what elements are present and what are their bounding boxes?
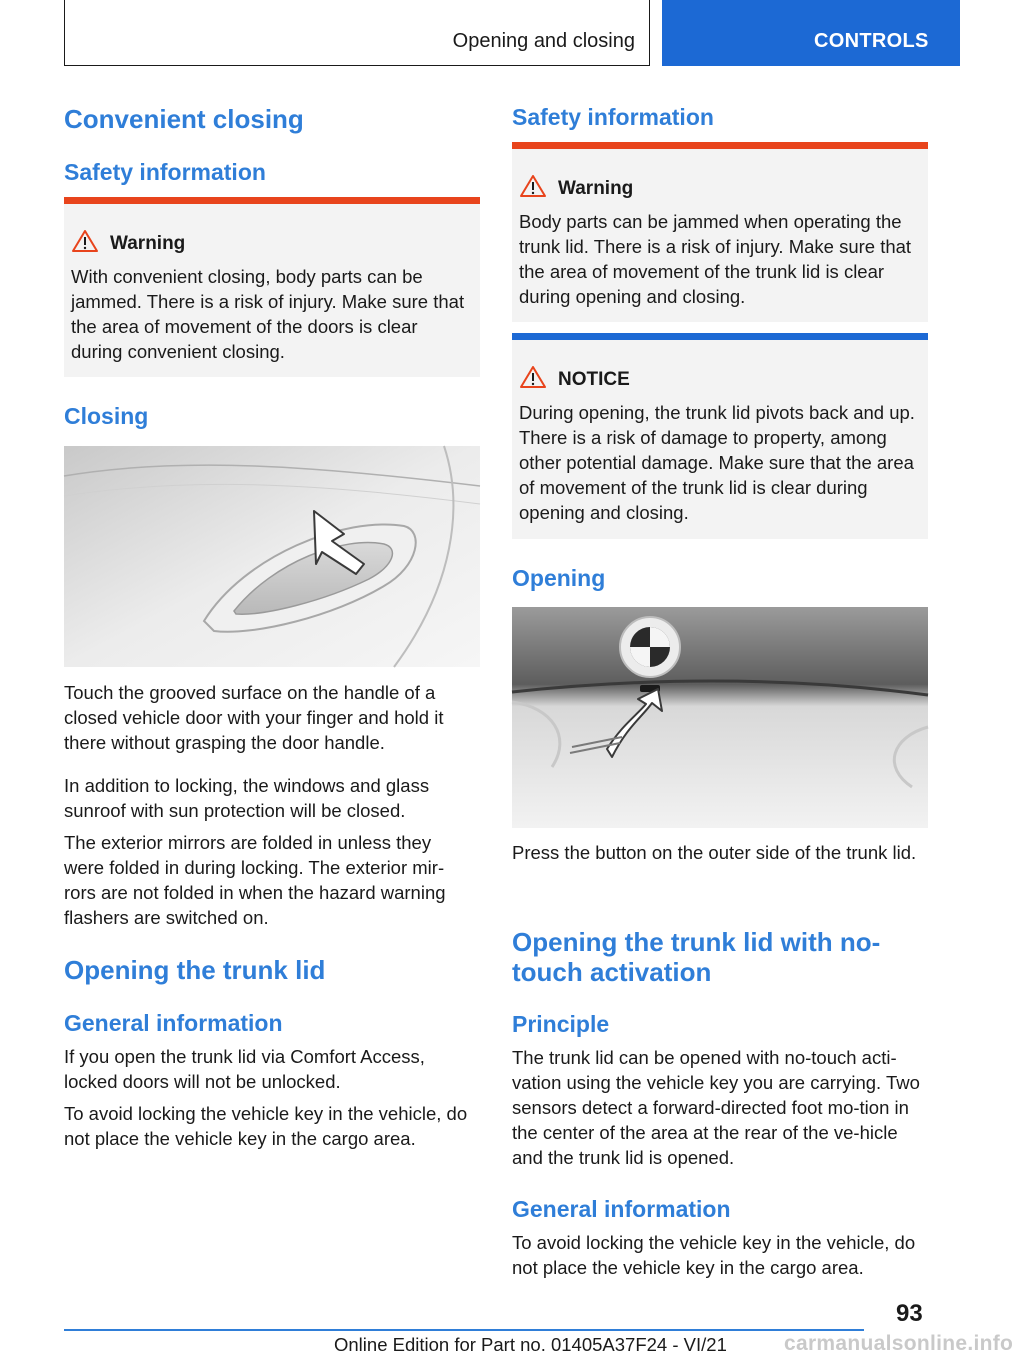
closing-paragraph-2: In addition to locking, the windows and glass sunroof with sun protection will be closed. <box>64 775 430 821</box>
notice-text: During opening, the trunk lid pivots back and up. There is a risk of damage to property, among other potential damage. Make sure that the area of movement of the trunk lid is clear during opening and closing. <box>519 402 915 523</box>
trunk-warning-text: Body parts can be jammed when operating the trunk lid. There is a risk of injury. Make sure that the area of movement of the trunk lid is clear during opening and closing. <box>519 211 912 307</box>
principle-paragraph: The trunk lid can be opened with no-touch acti‐vation using the vehicle key you are carrying. Two sensors detect a forward-directed foot mo‐tion in the center of the area at the rear of the ve‐hicle and the trunk lid is opened. <box>512 1047 920 1168</box>
general-paragraph-2: To avoid locking the vehicle key in the vehicle, do not place the vehicle key in the cargo area. <box>64 1103 468 1149</box>
subheading-closing: Closing <box>64 403 149 429</box>
section-title-convenient-closing: Convenient closing <box>64 104 304 134</box>
door-handle-image <box>64 446 480 667</box>
subheading-general-information: General information <box>64 1010 283 1036</box>
trunk-warning-label: Warning <box>558 178 634 199</box>
subheading-safety-information: Safety information <box>64 159 266 185</box>
subheading-opening: Opening <box>512 565 606 591</box>
general-paragraph-1: If you open the trunk lid via Comfort Access, locked doors will not be unlocked. <box>64 1046 425 1092</box>
subheading-safety-information-right: Safety information <box>512 104 714 130</box>
trunk-button-illustration <box>512 607 928 828</box>
door-handle-illustration <box>64 446 480 667</box>
trunk-button-image <box>512 607 928 828</box>
footer-rule <box>64 1329 864 1331</box>
notice-triangle-icon <box>520 366 546 388</box>
warning-callout <box>64 197 480 377</box>
trunk-warning-callout <box>512 142 928 322</box>
page-number: 93 <box>896 1300 923 1327</box>
right-column <box>512 0 928 1300</box>
header-chapter-label: CONTROLS <box>814 30 929 52</box>
watermark: carmanualsonline.info <box>784 1332 1013 1355</box>
warning-text: With convenient closing, body parts can be jammed. There is a risk of injury. Make sure that the area of movement of the doors is clear during convenient closing. <box>71 266 465 362</box>
section-title-opening-trunk-lid: Opening the trunk lid <box>64 955 326 985</box>
subheading-general-information-right: General information <box>512 1196 731 1222</box>
closing-paragraph-3: The exterior mirrors are folded in unless they were folded in during locking. The exterior mir‐rors are not folded in when the hazard warning flashers are switched on. <box>64 832 446 928</box>
header-section-title: Opening and closing <box>452 30 635 52</box>
general-paragraph-right: To avoid locking the vehicle key in the vehicle, do not place the vehicle key in the cargo area. <box>512 1232 916 1278</box>
warning-label: Warning <box>110 233 186 254</box>
subheading-principle: Principle <box>512 1011 610 1037</box>
notice-label: NOTICE <box>558 369 630 390</box>
warning-triangle-icon <box>520 175 546 197</box>
left-column <box>64 0 480 1300</box>
footer-edition: Online Edition for Part no. 01405A37F24 - VI/21 <box>334 1334 727 1355</box>
opening-paragraph: Press the button on the outer side of the trunk lid. <box>512 842 917 863</box>
section-title-no-touch: Opening the trunk lid with no-touch activation <box>512 927 881 987</box>
trunk-notice-callout <box>512 333 928 539</box>
closing-paragraph-1: Touch the grooved surface on the handle of a closed vehicle door with your finger and hold it there without grasping the door handle. <box>64 682 444 753</box>
warning-triangle-icon <box>72 230 98 252</box>
